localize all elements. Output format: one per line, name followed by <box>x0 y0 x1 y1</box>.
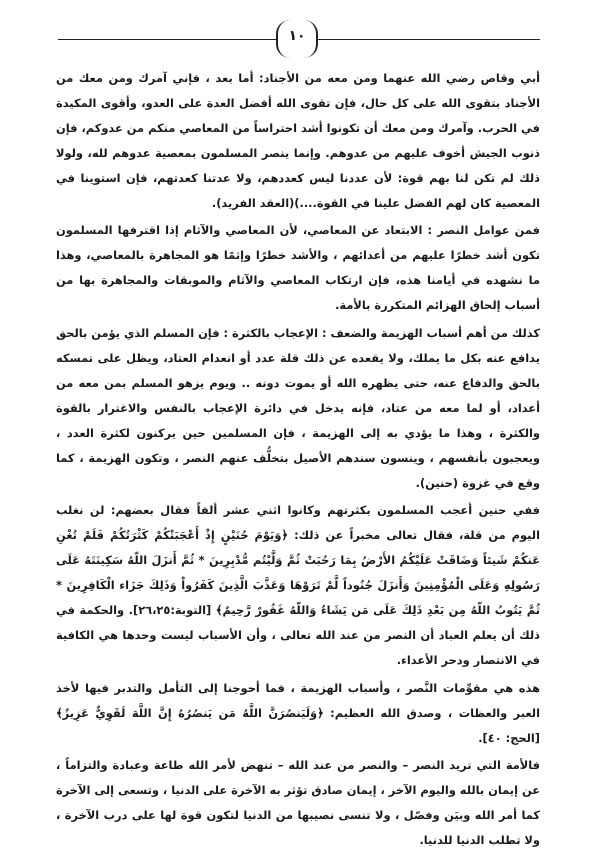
paragraph-battle-of-hunayn: ففي حنين أعجب المسلمون بكثرتهم وكانوا اثني عشر ألفاً فقال بعضهم: لن نغلب اليوم من قلة، فقال تعالى مخبراً عن ذلك: ﴿وَيَوْمَ حُنَيْنٍ إِذْ أَعْجَبَتْكُمْ كَثْرَتُكُمْ فَلَمْ تُغْنِ عَنكُمْ شَيئاً وَضَاقَتْ عَلَيْكُمُ الأَرْضُ بِمَا رَحُبَتْ ثُمَّ وَلَّيْتُم مُّدْبِرِينَ * ثُمَّ أَنزَلَ اللّهُ سَكِينَتَهُ عَلَى رَسُولِهِ وَعَلَى الْمُؤْمِنِينَ وَأَنزَلَ جُنُوداً لَّمْ تَرَوْهَا وَعَذَّبَ الَّذِينَ كَفَرُواْ وَذَلِكَ جَزَاء الْكَافِرِينَ * ثُمَّ يَتُوبُ اللّهُ مِن بَعْدِ ذَلِكَ عَلَى مَن يَشَاءُ وَاللّهُ غَفُورٌ رَّحِيمٌ﴾ [التوبة:٢٦،٢٥]. والحكمة في ذلك أن يعلم العباد أن النصر من عند الله تعالى ، وأن الأسباب ليست وحدها هي الكافية في الانتصار ودحر الأعداء. <box>56 503 540 667</box>
page-number: ١٠ <box>288 28 306 44</box>
paragraph-avoiding-sins: فمن عوامل النصر : الابتعاد عن المعاصي، لأن المعاصي والآثام إذا اقترفها المسلمون تكون أشد خطرًا عليهم من أعدائهم ، والأشد خطرًا وإثمًا هو المجاهرة بالمعاصي، وهذا ما نشهده في أيامنا هذه، فإن ارتكاب المعاصي والآثام والموبقات والمجاهرة بها من أسباب إلحاق الهزائم المتكررة بالأمة. <box>56 223 540 313</box>
header-rule-right <box>318 39 540 40</box>
paragraph-pride-in-numbers: كذلك من أهم أسباب الهزيمة والضعف : الإعجاب بالكثرة : فإن المسلم الذي يؤمن بالحق يدافع عنه بكل ما يملك، ولا يقعده عن ذلك قلة عدد أو انعدام العتاد، ويظل على تمسكه بالحق والدفاع عنه، حتى يظهره الله أو يموت دونه .. ويوم يزهو المسلم بمن معه من أعداد، أو لما معه من عتاد، فإنه يدخل في دائرة الإعجاب بالنفس والاغترار بالقوة والكثرة ، وهذا ما يؤدي به إلى الهزيمة ، فإن المسلمين حين يركنون لكثرة العدد ، ويعجبون بأنفسهم ، وينسون سندهم الأصيل بتخلُّف عنهم النصر ، وتكون الهزيمة ، كما وقع في غزوة (حنين). <box>55 326 540 490</box>
paragraph-nation-seeking-victory: فالأمة التي تريد النصر – والنصر من عند الله – تنهض لأمر الله طاعة وعبادة والتزاماً ، عن إيمان بالله واليوم الآخر ، إيمان صادق تؤثر به الآخرة على الدنيا ، وتسعى إلى الآخرة كما أمر الله وبيَن وفصّل ، ولا تنسى نصيبها من الدنيا لتكون قوة لها على درب الآخرة ، ولا تطلب الدنيا للدنيا. <box>56 758 540 848</box>
paragraph-foundations-of-victory: هذه هي مقوِّمات النَّصر ، وأسباب الهزيمة ، فما أحوجنا إلى التأمل والتدبر فيها لأخذ العبر والعظات ، وصدق الله العظيم: ﴿وَلَيَنصُرَنَّ اللَّهُ مَن يَنصُرُهُ إِنَّ اللَّهَ لَقَوِيٌّ عَزِيزٌ﴾ [الحج: ٤٠]. <box>56 680 540 745</box>
document-body <box>56 66 540 856</box>
paragraph-letter-quote: أبي وقاص رضي الله عنهما ومن معه من الأجناد: أما بعد ، فإني آمرك ومن معك من الأجناد بتقوى الله على كل حال، فإن تقوى الله أفضل العدة على العدو، وأقوى المكيدة في الحرب. وآمرك ومن معك أن تكونوا أشد احتراساً من المعاصي منكم من عدوكم، فإن ذنوب الجيش أخوف عليهم من عدوهم. وإنما ينصر المسلمون بمعصية عدوهم لله، ولولا ذلك لم تكن لنا بهم قوة: لأن عددنا ليس كعددهم، ولا عدتنا كعدتهم، فإن استوينا في المعصية كان لهم الفضل علينا في القوة....)(العقد الفريد). <box>56 71 540 210</box>
header-rule-left <box>58 39 278 40</box>
page-header <box>0 14 596 58</box>
